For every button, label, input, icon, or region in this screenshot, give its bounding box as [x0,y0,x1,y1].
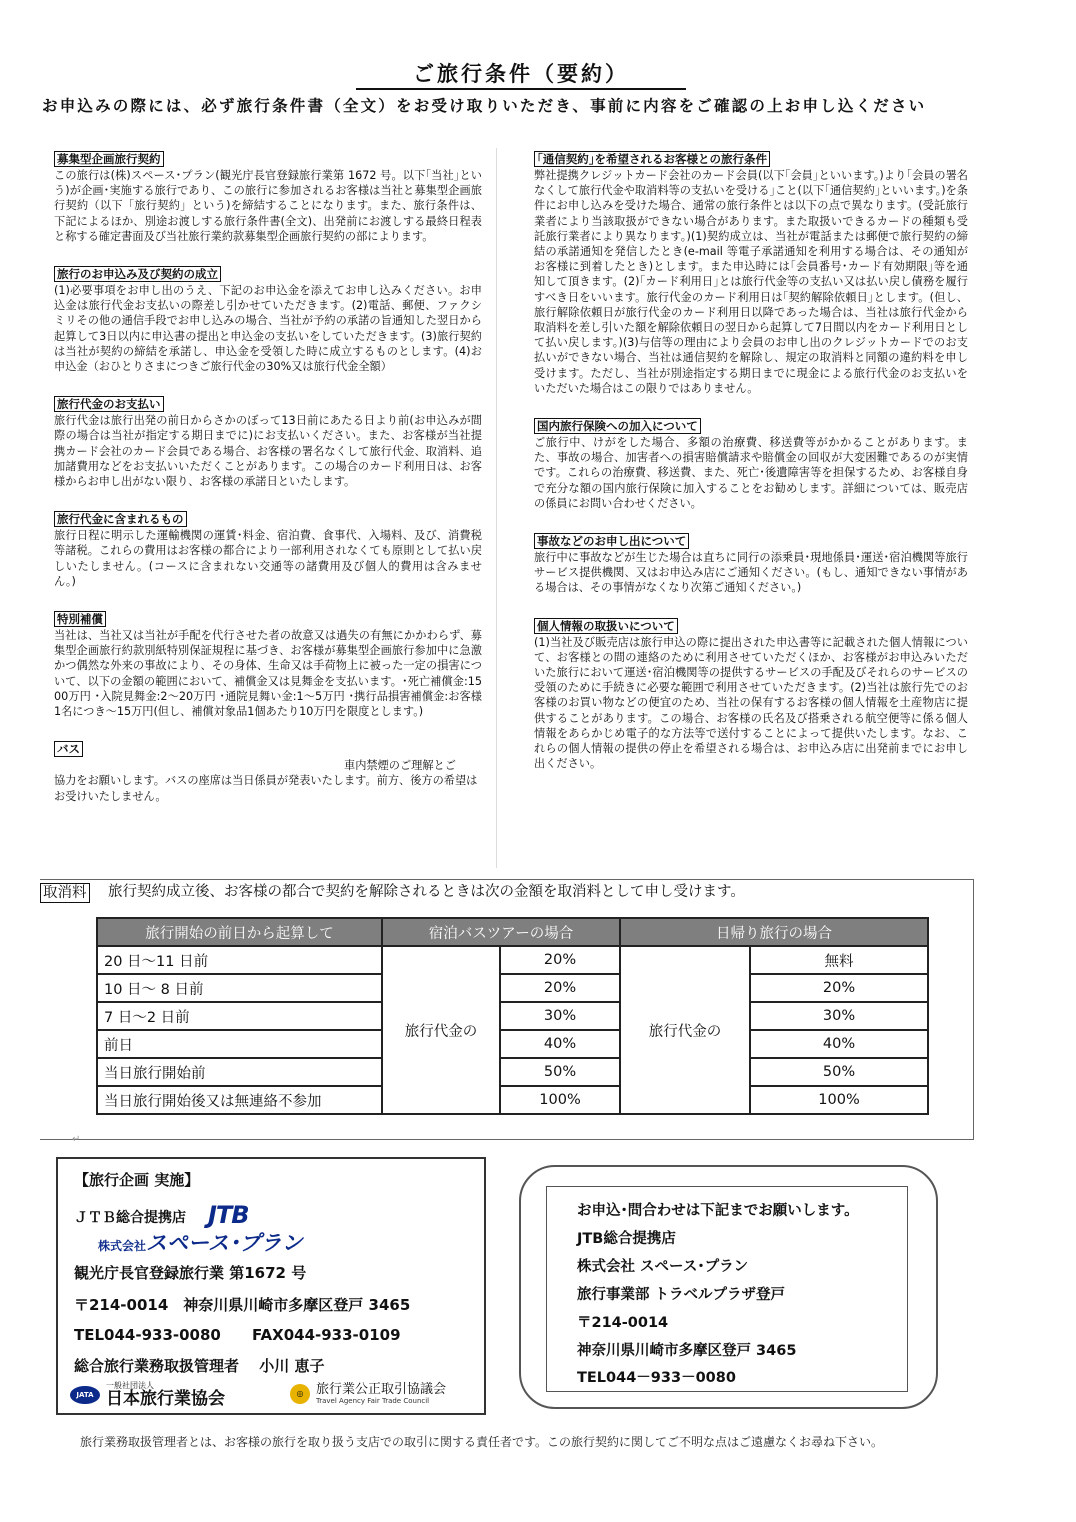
organizer-tel: TEL044-933-0080 [74,1326,221,1344]
section-heading: 特別補償 [54,611,106,627]
bus-line-1: 車内禁煙のご理解とご [344,759,456,773]
fair-trade-logo [290,1383,446,1405]
table-header-row [97,918,928,946]
contact-line: JTB総合提携店 [577,1231,676,1247]
section-included [54,508,482,589]
section-accident [534,530,968,596]
section-body: この旅行は(株)スペース･プラン(観光庁長官登録旅行業第 1672 号。以下｢当社｣という)が企画･実施する旅行であり、この旅行に参加されるお客様は当社と募集型企画旅行契約（以下「旅行契約」という)を締結することになります。また、旅行条件は、下記によるほか、別途お渡しする旅行条件書(全文)、出発前にお渡しする最終日程表と称する確定書面及び当社旅行業約款募集型企画旅行契約の部によります。 [54,169,482,243]
company-prefix: 株式会社 [98,1239,147,1253]
period-cell: 20 日～11 日前 [97,946,382,974]
period-cell: 当日旅行開始後又は無連絡不参加 [97,1086,382,1114]
section-heading: 国内旅行保険への加入について [534,418,701,434]
table-row [97,946,928,974]
overnight-rate: 30% [500,1002,620,1030]
section-body [54,758,482,804]
organizer-box [56,1157,486,1415]
contact-line: 旅行事業部 トラベルプラザ登戸 [577,1287,786,1303]
section-heading: 個人情報の取扱いについて [534,618,678,634]
section-application [54,263,482,374]
space-plan-logo [98,1227,302,1257]
section-heading: バス [54,741,83,757]
period-cell: 当日旅行開始前 [97,1058,382,1086]
day-rate: 20% [750,974,928,1002]
section-compensation [54,608,482,719]
return-mark: ↵ [72,1134,81,1145]
contact-line: 株式会社 スペース･プラン [577,1259,749,1275]
section-heading: 旅行代金に含まれるもの [54,511,187,527]
section-contract [54,148,482,244]
fair-trade-en: Travel Agency Fair Trade Council [316,1397,430,1405]
contact-line: 神奈川県川崎市多摩区登戸 3465 [577,1343,797,1359]
period-cell: 前日 [97,1030,382,1058]
table-row [97,974,928,1002]
section-body: 旅行中に事故などが生じた場合は直ちに同行の添乗員･現地係員･運送･宿泊機関等旅行サービス提供機関、又はお申込み店にご通知ください。(もし、通知できない事情がある場合は、その事情がなくなり次第ご通知ください。) [534,551,968,595]
table-row [97,1058,928,1086]
header-overnight: 宿泊バスツアーの場合 [382,918,620,946]
cancellation-description: 旅行契約成立後、お客様の都合で契約を解除されるときは次の金額を取消料として申し受けます。 [108,884,745,900]
section-body: (1)当社及び販売店は旅行申込の際に提出された申込書等に記載された個人情報について、お客様との間の連絡のために利用させていただくほか、お客様がお申込みいただいた旅行において運送･宿泊機関等の提供するサービスの手配及びそれらのサービスの受領のために手続きに必要な範囲で利用させていただきます。(2)当社は旅行先でのお客様のお買い物などの便宜のため、当社の保有するお客様の個人情報を土産物店に提供することがあります。この場合、お客様の氏名及び搭乗される航空便等に係る個人情報をあらかじめ電子的な方法等で送付することによって提供いたします。なお、これらの個人情報の提供の停止を希望される場合は、お申込み店に出発前までにお申し出ください。 [534,635,968,771]
section-heading: 旅行のお申込み及び契約の成立 [54,266,221,282]
cancellation-label: 取消料 [40,883,90,903]
left-column [54,148,482,823]
section-heading: 募集型企画旅行契約 [54,151,164,167]
organizer-address: 〒214-0014 神奈川県川崎市多摩区登戸 3465 [74,1296,411,1314]
section-body: 旅行日程に明示した運輸機関の運賃･料金、宿泊費、食事代、入場料、及び、消費税等諸税。これらの費用はお客様の都合により一部利用されなくても原則として払い戻しいたしません。(コースに含まれない交通等の諸費用及び個人的費用は含みません。) [54,529,482,588]
overnight-rate: 100% [500,1086,620,1114]
contact-line: TEL044－933－0080 [577,1370,736,1386]
overnight-rate: 40% [500,1030,620,1058]
overnight-base: 旅行代金の [382,946,500,1114]
registration: 観光庁長官登録旅行業 第1672 号 [74,1264,307,1282]
contact-line: お申込･問合わせは下記までお願いします。 [577,1203,859,1219]
section-body: ご旅行中、けがをした場合、多額の治療費、移送費等がかかることがあります。また、事故の場合、加害者への損害賠償請求や賠償金の回収が大変困難であるのが実情です。これらの治療費、移送費、また、死亡･後遺障害等を担保するため、お客様自身で充分な額の国内旅行保険に加入することをお勧めします。詳細については、販売店の係員にお問い合わせください。 [534,436,968,510]
section-heading: 旅行代金のお支払い [54,396,164,412]
section-heading: 事故などのお申し出について [534,533,689,549]
day-rate: 100% [750,1086,928,1114]
section-body: 弊社提携クレジットカード会社のカード会員(以下｢会員｣といいます。)より｢会員の署名なくして旅行代金や取消料等の支払いを受ける｣こと(以下｢通信契約｣といいます。)を条件にお申し込みを受けた場合、通常の旅行条件とは以下の点で異なります。(受託旅行業者により当該取扱ができない場合があります。また取扱いできるカードの種類も受託旅行業者により異なります。)(1)契約成立は、当社が電話または郵便で旅行契約の締結の承諾通知を発信したとき(e-mail 等電子承諾通知を利用する場合は、その通知がお客様に到着したとき)とします。また申込時には｢会員番号･カード有効期限｣等を通知して頂きます。(2)｢カード利用日｣とは旅行代金等の支払い又は払い戻し債務を履行すべき日をいいます。旅行代金のカード利用日は｢契約解除依頼日｣とします。(但し、旅行解除依頼日が旅行代金のカード利用日以降であった場合は、当社は旅行代金から取消料を差し引いた額を解除依頼日の翌日から起算して7日間以内をカード利用日として払い戻します。)(3)与信等の理由により会員のお申し出のクレジットカードでのお支払いができない場合、当社は通信契約を解除し、規定の取消料と同額の違約料を申し受けます。ただし、当社が別途指定する期日までに現金による旅行代金のお支払いをいただいた場合はこの限りではありません。 [534,169,968,395]
bus-line-2: 協力をお願いします。バスの座席は当日係員が発表いたします。前方、後方の希望はお受けいたしません。 [54,774,478,803]
overnight-rate: 50% [500,1058,620,1086]
organizer-fax: FAX044-933-0109 [252,1326,401,1344]
cancellation-table [96,917,929,1115]
jtb-logo: JTB [208,1201,249,1229]
table-row [97,1030,928,1058]
table-row [97,1002,928,1030]
jata-small-text: 一般社団法人 [106,1381,154,1390]
section-insurance [534,415,968,511]
section-privacy [534,615,968,772]
fair-trade-name: 旅行業公正取引協議会 [316,1382,447,1397]
travel-manager: 総合旅行業務取扱管理者 小川 恵子 [74,1357,325,1375]
day-rate: 無料 [750,946,928,974]
right-column [534,148,968,791]
organizer-heading: 【旅行企画 実施】 [74,1171,200,1189]
section-body: 旅行代金は旅行出発の前日からさかのぼって13日前にあたる日より前(お申込みが間際の場合は当社が指定する期日までに)にお支払いください。また、お客様が当社提携カード会社のカード会員である場合、お客様の署名なくして旅行代金、取消料、追加諸費用などをお支払いいただくことがあります。この場合のカード利用日は、お客様からお申し出がない限り、お客様の承諾日といたします。 [54,414,482,489]
cancellation-box [40,879,974,1140]
day-rate: 30% [750,1002,928,1030]
day-rate: 40% [750,1030,928,1058]
section-body: (1)必要事項をお申し出のうえ、下記のお申込金を添えてお申し込みください。お申込金は旅行代金お支払いの際差し引かせていただきます。(2)電話、郵便、ファクシミリその他の通信手段でお申し込みの場合、当社が予約の承諾の旨通知した翌日から起算して3日以内に申込書の提出と申込金の支払いをしていただきます。(3)旅行契約は当社が契約の締結を承諾し、申込金を受領した時に成立するものとします。(4)お申込金（おひとりさまにつきご旅行代金の30%又は旅行代金全額） [54,284,482,374]
overnight-rate: 20% [500,946,620,974]
period-cell: 7 日～2 日前 [97,1002,382,1030]
column-divider [496,148,497,868]
section-communication-contract [534,148,968,396]
section-payment [54,393,482,489]
footer-note: 旅行業務取扱管理者とは、お客様の旅行を取り扱う支店での取引に関する責任者です。この旅行契約に関してご不明な点はご遠慮なくお尋ね下さい。 [80,1435,884,1449]
period-cell: 10 日～ 8 日前 [97,974,382,1002]
section-heading: ｢通信契約｣を希望されるお客様との旅行条件 [534,151,770,167]
day-base: 旅行代金の [620,946,750,1114]
jata-logo [70,1381,225,1408]
header-day-trip: 日帰り旅行の場合 [620,918,928,946]
table-row [97,1086,928,1114]
jtb-label: ＪＴＢ総合提携店 [74,1210,186,1226]
intro-notice: お申込みの際には、必ず旅行条件書（全文）をお受け取りいただき、事前に内容をご確認の上お申し込ください [42,97,927,115]
contact-box [546,1186,908,1392]
section-bus [54,738,482,804]
company-logo-text: スペース･プラン [146,1231,303,1255]
header-period: 旅行開始の前日から起算して [97,918,382,946]
contact-line: 〒214-0014 [577,1315,669,1331]
jata-name: 日本旅行業協会 [106,1389,225,1409]
section-body: 当社は、当社又は当社が手配を代行させた者の故意又は過失の有無にかかわらず、募集型企画旅行約款別紙特別保証規程に基づき、お客様が募集型企画旅行参加中に急激かつ偶然な外来の事故により、その身体、生命又は手荷物上に被った一定の損害について、以下の金額の範囲において、補償金又は見舞金を支払います。･死亡補償金:1500万円 ･入院見舞金:2～20万円 ･通院見舞い金:1～5万円 ･携行品損害補償金:お客様1名につき～15万円(但し、補償対象品1個あたり10万円を限度とします。) [54,629,482,719]
overnight-rate: 20% [500,974,620,1002]
jata-mark-icon: JATA [70,1386,100,1404]
day-rate: 50% [750,1058,928,1086]
fair-trade-mark-icon: ◎ [290,1384,310,1404]
document-title: ご旅行条件（要約） [356,62,686,90]
